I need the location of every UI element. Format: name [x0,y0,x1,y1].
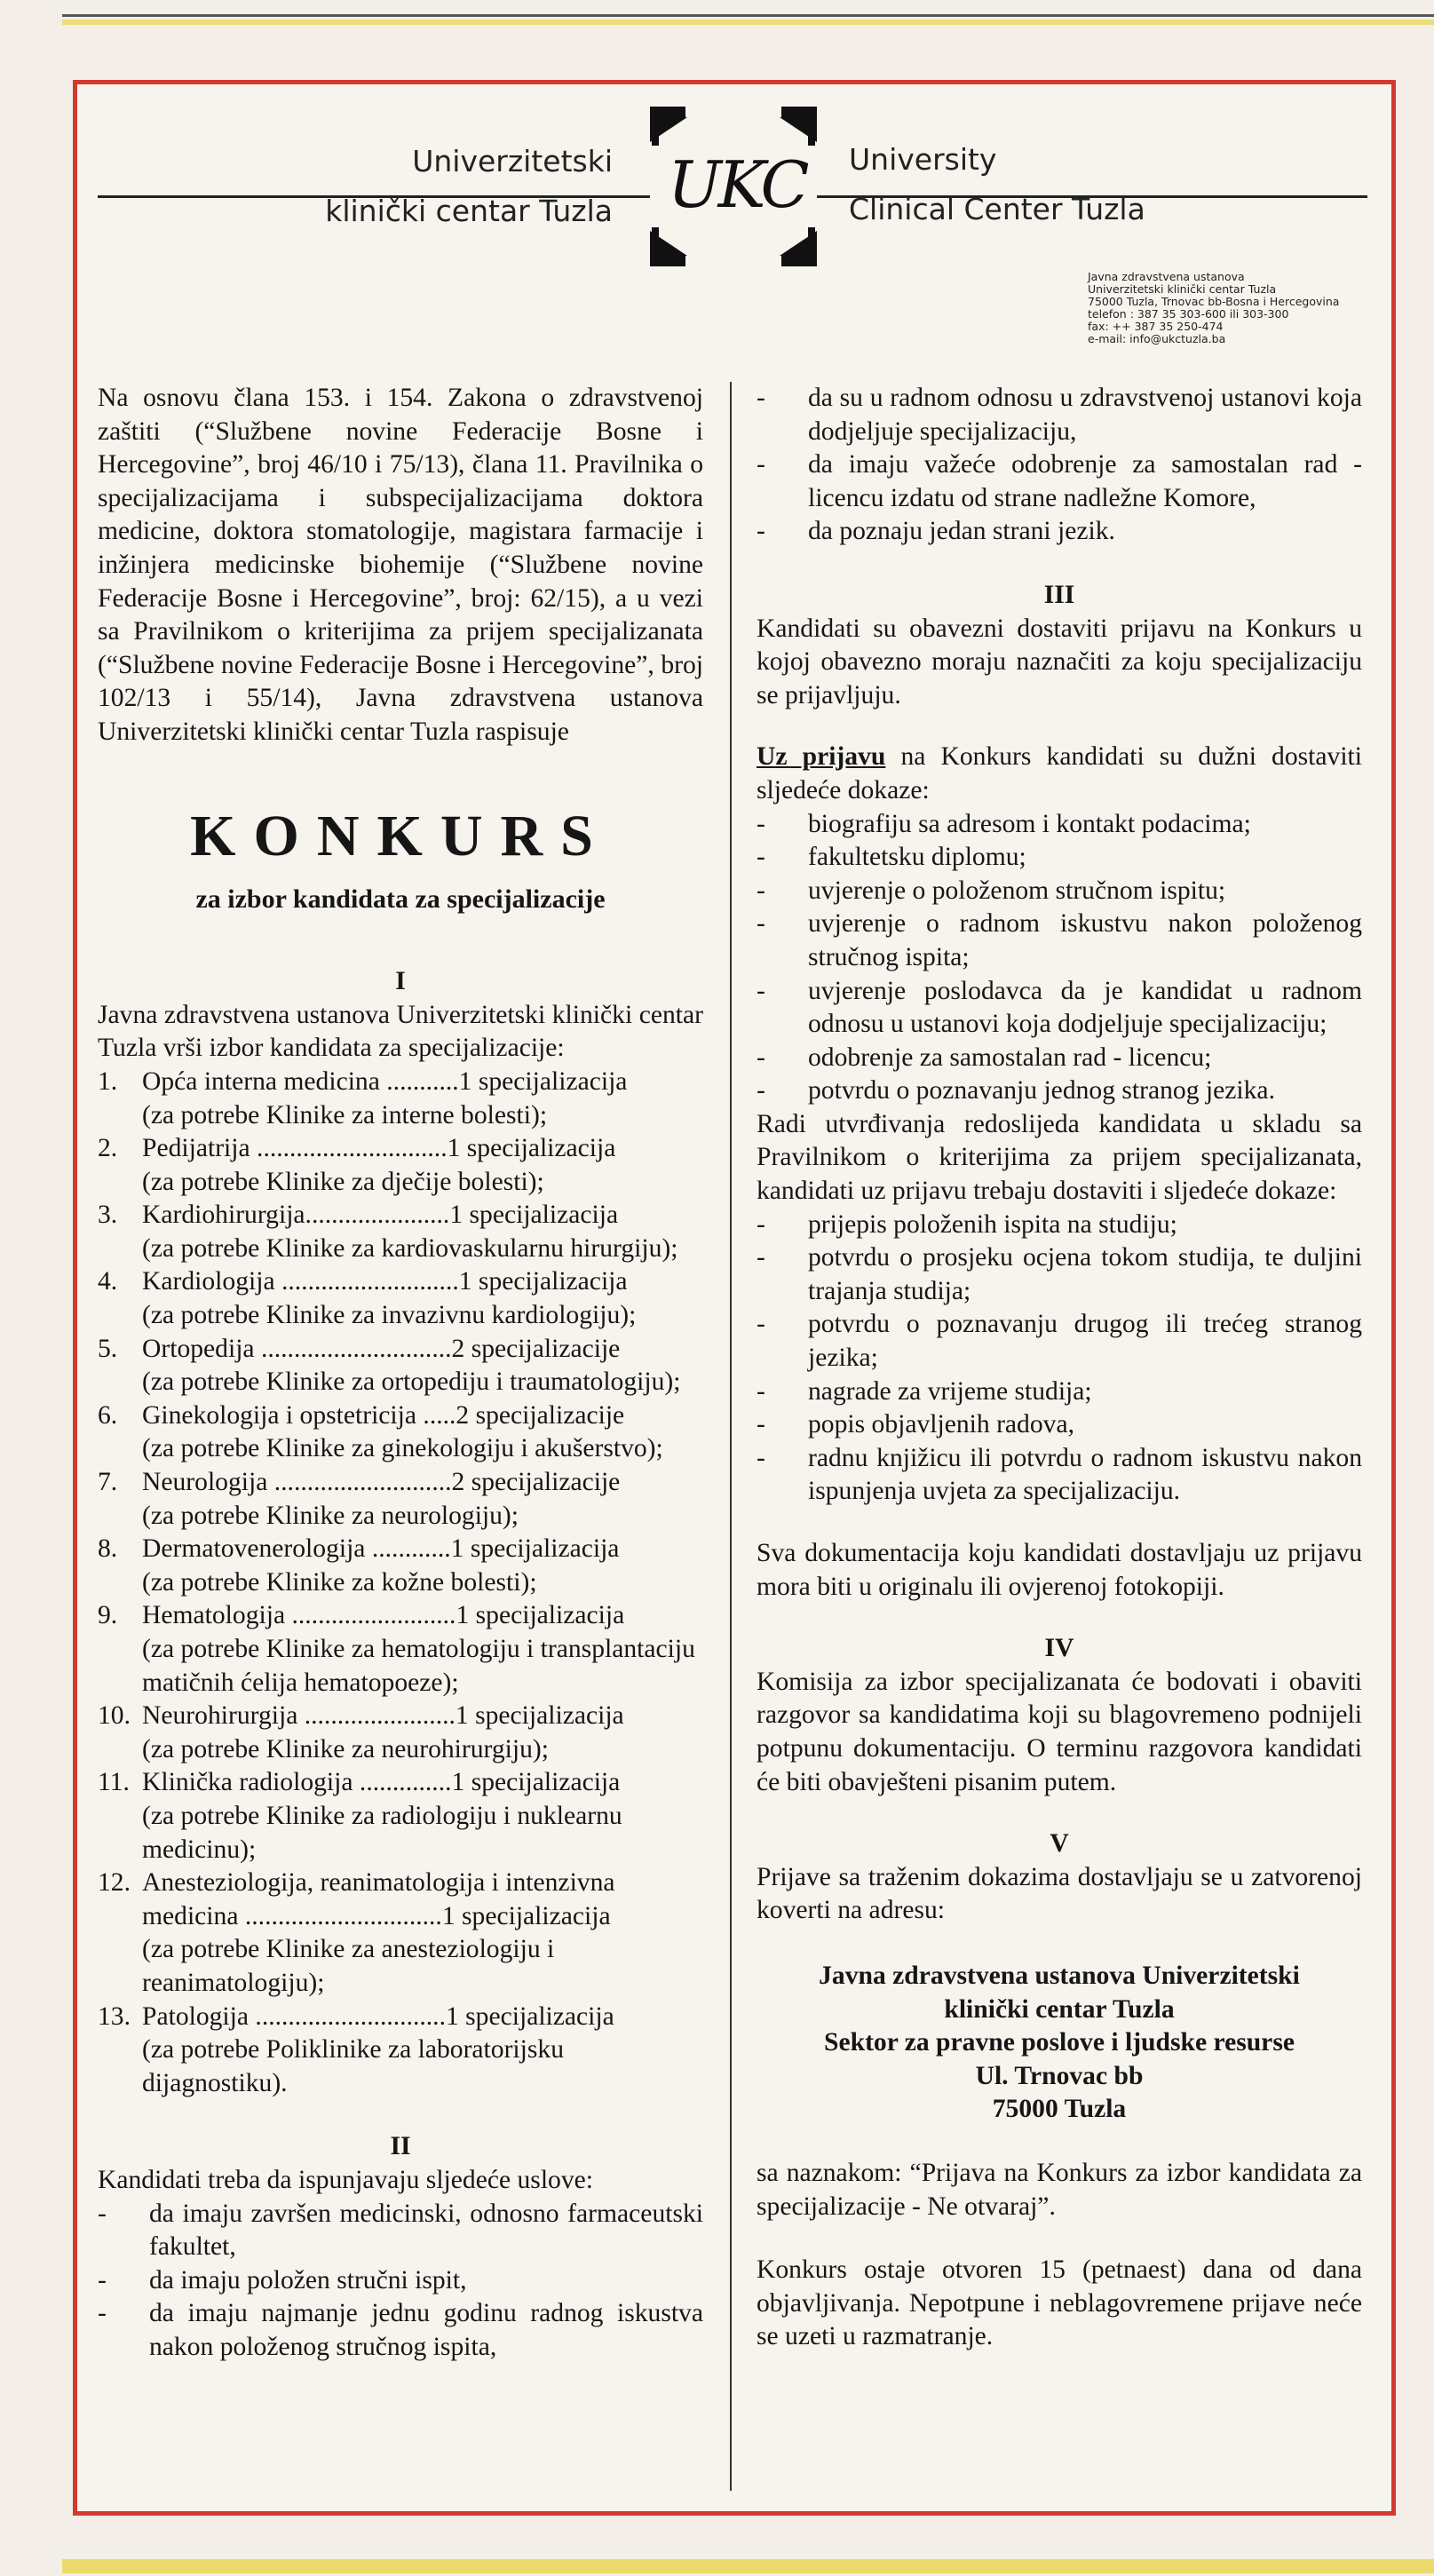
submission-address [757,1960,1362,2127]
top-color-band [62,20,1434,25]
dash-marker: - [98,2299,107,2328]
bullet-item [757,1074,1362,1108]
specialization-note: (za potrebe Klinike za radiologiju i nuklearnu medicinu); [142,1801,622,1864]
submission-address-line: klinički centar Tuzla [944,1994,1175,2024]
logo-monogram: UKC [668,147,806,222]
specialization-note: (za potrebe Klinike za ginekologiju i akušerstvo); [142,1434,663,1463]
dash-marker: - [98,2265,107,2295]
dash-marker: - [757,1076,765,1106]
specialization-count: 1 specijalizacija [451,1768,621,1797]
bullet-item [757,1408,1362,1442]
specialization-name: Neurohirurgija [142,1701,298,1731]
bullet-item [757,841,1362,875]
item-body [142,1700,703,1766]
leader-dots: .............................. [238,1901,442,1930]
bullet-text: potvrdu o prosjeku ocjena tokom studija, te duljini trajanja studija; [808,1243,1362,1305]
bottom-color-band [62,2559,1434,2573]
bullet-item [757,382,1362,448]
leader-dots: ............ [365,1534,451,1564]
bullet-item [757,1209,1362,1242]
specialization-count: 1 specijalizacija [447,1134,616,1163]
leader-dots: ............................. [250,1134,448,1163]
section-1-intro: Javna zdravstvena ustanova Univerzitetski klinički centar Tuzla vrši izbor kandidata za specijalizacije: [98,1000,703,1063]
required-documents-list [757,808,1362,1108]
item-line [142,1466,703,1500]
specialization-note: (za potrebe Klinike za kardiovaskularnu hirurgiju); [142,1233,678,1263]
uz-prijavu-label: Uz prijavu [757,742,886,772]
item-body [142,1132,703,1199]
ukc-logo [650,107,817,266]
item-number: 4. [98,1267,118,1296]
item-number: 3. [98,1201,118,1230]
specialization-list [98,1066,703,2100]
leader-dots: ...................... [305,1201,450,1230]
address-line: Javna zdravstvena ustanova [1088,270,1245,283]
specialization-name: Hematologija [142,1601,286,1630]
ranking-documents-list [757,1209,1362,1509]
leader-dots: .............. [353,1768,452,1797]
intro-paragraph: Na osnovu člana 153. i 154. Zakona o zdravstvenoj zaštiti (“Službene novine Federacije Bosne i Hercegovine”, broj 46/10 i 75/13), člana 11. Pravilnika o specijalizacijama i subspecijalizacijama doktora medicine, doktora stomatologije, magistara farmacije i inžinjera medicinske biohemije (“Službene novine Federacije Bosne i Hercegovine”, broj: 62/15), a u vezi sa Pravilnikom o kriterijima za prijem specijalizanata (“Službene novine Federacije Bosne i Hercegovine”, broj 102/13 i 55/14), Javna zdravstvena ustanova Univerzitetski klinički centar Tuzla raspisuje [98,384,703,746]
top-rule [62,14,1434,17]
header-left-line2: klinički centar Tuzla [325,194,613,228]
item-number: 12. [98,1868,131,1898]
item-line [142,1533,703,1566]
dash-marker: - [757,976,765,1005]
specialization-name: Kardiologija [142,1267,275,1296]
bullet-text: da imaju završen medicinski, odnosno farmaceutski fakultet, [149,2199,703,2262]
submission-address-line: Javna zdravstvena ustanova Univerzitetski [819,1961,1300,1990]
specialization-name: Patologija [142,2001,250,2031]
bullet-text: uvjerenje o položenom stručnom ispitu; [808,876,1226,905]
specialization-item [98,1466,703,1533]
specialization-note: (za potrebe Klinike za dječije bolesti); [142,1167,544,1196]
item-number: 8. [98,1534,118,1564]
item-line [142,1766,703,1800]
item-line [142,1199,703,1233]
specialization-name: Klinička radiologija [142,1768,353,1797]
specialization-item [98,1199,703,1265]
submission-address-line: Ul. Trnovac bb [975,2061,1144,2090]
item-number: 7. [98,1468,118,1497]
address-stamp [1088,271,1339,345]
dash-marker: - [757,809,765,838]
bullet-text: biografiju sa adresom i kontakt podacima; [808,809,1251,838]
specialization-note: (za potrebe Klinike za interne bolesti); [142,1100,548,1129]
bullet-text: popis objavljenih radova, [808,1410,1074,1439]
item-number: 6. [98,1400,118,1430]
specialization-name: Ortopedija [142,1334,255,1363]
bullet-item [757,1241,1362,1308]
item-number: 1. [98,1066,118,1096]
specialization-count: 2 specijalizacije [456,1400,625,1430]
specialization-item [98,1066,703,1132]
address-line: e-mail: info@ukctuzla.ba [1088,332,1226,345]
dash-marker: - [757,1042,765,1072]
bullet-item [757,1375,1362,1409]
original-copy-note: Sva dokumentacija koju kandidati dostavljaju uz prijavu mora biti u originalu ili ovjerenoj fotokopiji. [757,1539,1362,1601]
required-documents-intro-text: na Konkurs kandidati su dužni dostaviti sljedeće dokaze: [757,742,1362,805]
item-body [142,2001,703,2101]
bullet-text: uvjerenje poslodavca da je kandidat u radnom odnosu u ustanovi koja dodjeljuje specijalizaciju; [808,976,1362,1039]
bullet-item [757,975,1362,1042]
section-5-number: V [1050,1829,1069,1859]
submission-address-line: Sektor za pravne poslove i ljudske resurse [824,2028,1295,2057]
bullet-item [757,1042,1362,1075]
item-number: 10. [98,1701,131,1731]
specialization-count: 1 specijalizacija [456,1601,625,1630]
bullet-item [757,908,1362,974]
leader-dots: ............................. [249,2001,446,2031]
dash-marker: - [757,1410,765,1439]
leader-dots: ..... [416,1400,456,1430]
dash-marker: - [757,1243,765,1272]
bullet-item [757,448,1362,515]
right-column [757,382,1362,2354]
section-3-text: Kandidati su obavezni dostaviti prijavu na Konkurs u kojoj obavezno moraju naznačiti za koju specijalizaciju se prijavljuju. [757,614,1362,709]
item-number: 13. [98,2001,131,2031]
left-column [98,382,703,2364]
item-body [142,1199,703,1265]
bullet-item [757,875,1362,908]
address-line: Univerzitetski klinički centar Tuzla [1088,282,1277,296]
dash-marker: - [757,1310,765,1339]
dash-marker: - [757,909,765,939]
document-subtitle: za izbor kandidata za specijalizacije [195,884,606,914]
specialization-count: 1 specijalizacija [450,1534,620,1564]
item-line [142,1700,703,1733]
specialization-note: (za potrebe Klinike za anesteziologiju i reanimatologiju); [142,1935,555,1997]
specialization-name: Opća interna medicina [142,1066,380,1096]
bullet-text: nagrade za vrijeme studija; [808,1376,1092,1406]
specialization-count: 1 specijalizacija [441,1901,611,1930]
specialization-name: Neurologija [142,1468,268,1497]
specialization-note: (za potrebe Klinike za neurohirurgiju); [142,1734,549,1764]
bullet-text: da imaju važeće odobrenje za samostalan rad - licencu izdatu od strane nadležne Komore, [808,450,1362,512]
conditions-list [98,2198,703,2365]
bullet-text: prijepis položenih ispita na studiju; [808,1209,1177,1239]
specialization-name: Ginekologija i opstetricija [142,1400,417,1430]
specialization-count: 1 specijalizacija [449,1201,619,1230]
specialization-count: 1 specijalizacija [445,2001,614,2031]
specialization-note: (za potrebe Klinike za invazivnu kardiologiju); [142,1301,637,1330]
address-line: 75000 Tuzla, Trnovac bb-Bosna i Hercegovina [1088,295,1340,308]
envelope-note: sa naznakom: “Prijava na Konkurs za izbor kandidata za specijalizacije - Ne otvaraj”. [757,2158,1362,2221]
specialization-note: (za potrebe Klinike za kožne bolesti); [142,1567,537,1597]
item-line [142,1399,703,1433]
specialization-note: (za potrebe Klinike za hematologiju i transplantaciju matičnih ćelija hematopoeze); [142,1635,695,1697]
specialization-note: (za potrebe Klinike za neurologiju); [142,1501,519,1530]
specialization-item [98,1867,703,2000]
bullet-text: da imaju položen stručni ispit, [149,2265,467,2295]
item-line [142,1265,703,1299]
specialization-item [98,2001,703,2101]
bullet-text: da su u radnom odnosu u zdravstvenoj ustanovi koja dodjeljuje specijalizaciju, [808,384,1362,446]
section-2-number: II [390,2132,411,2161]
item-body [142,1766,703,1867]
leader-dots: ........................... [274,1267,459,1296]
item-line [142,1066,703,1099]
header-left-line1: Univerzitetski [412,144,613,178]
section-1-number: I [395,967,406,996]
specialization-note: (za potrebe Klinike za ortopediju i traumatologiju); [142,1367,681,1397]
specialization-name: Anesteziologija, reanimatologija i intenzivna medicina [142,1868,615,1930]
closing-note: Konkurs ostaje otvoren 15 (petnaest) dana od dana objavljivanja. Nepotpune i neblagovremene prijave neće se uzeti u razmatranje. [757,2255,1362,2351]
specialization-item [98,1333,703,1399]
bullet-text: odobrenje za samostalan rad - licencu; [808,1042,1212,1072]
address-line: telefon : 387 35 303-600 ili 303-300 [1088,307,1289,321]
conditions-list-continued [757,382,1362,549]
submission-address-line: 75000 Tuzla [992,2095,1127,2124]
dash-marker: - [98,2199,107,2228]
dash-marker: - [757,1209,765,1239]
column-divider [730,382,732,2491]
dash-marker: - [757,876,765,905]
bullet-text: da poznaju jedan strani jezik. [808,517,1115,546]
leader-dots: ........................... [267,1468,452,1497]
bullet-text: uvjerenje o radnom iskustvu nakon položenog stručnog ispita; [808,909,1362,971]
item-body [142,1333,703,1399]
dash-marker: - [757,517,765,546]
item-body [142,1399,703,1466]
ranking-documents-intro: Radi utvrđivanja redoslijeda kandidata u skladu sa Pravilnikom o kriterijima za prijem specijalizanata, kandidati uz prijavu trebaju dostaviti i sljedeće dokaze: [757,1109,1362,1206]
bullet-text: radnu knjižicu ili potvrdu o radnom iskustvu nakon ispunjenja uvjeta za specijalizaciju. [808,1443,1362,1506]
bullet-item [757,808,1362,842]
section-4-number: IV [1044,1634,1074,1663]
item-body [142,1599,703,1700]
specialization-item [98,1533,703,1599]
address-line: fax: ++ 387 35 250-474 [1088,320,1224,333]
specialization-name: Kardiohirurgija [142,1201,305,1230]
leader-dots: ........... [379,1066,459,1096]
item-number: 2. [98,1134,118,1163]
header-right-line1: University [849,142,997,177]
bullet-text: da imaju najmanje jednu godinu radnog iskustva nakon položenog stručnog ispita, [149,2299,703,2361]
item-number: 11. [98,1768,130,1797]
item-body [142,1533,703,1599]
specialization-item [98,1399,703,1466]
item-line [142,1599,703,1633]
dash-marker: - [757,450,765,480]
document-title: KONKURS [190,803,611,868]
bullet-item [98,2297,703,2364]
leader-dots: ......................... [285,1601,456,1630]
specialization-name: Pedijatrija [142,1134,250,1163]
specialization-count: 2 specijalizacije [451,1468,621,1497]
section-3-number: III [1043,580,1075,609]
section-4-text: Komisija za izbor specijalizanata će bodovati i obaviti razgovor sa kandidatima koji su blagovremeno podnijeli potpunu dokumentaciju. O terminu razgovora kandidati će biti obavješteni pisanim putem. [757,1667,1362,1796]
item-line [142,1867,703,1933]
dash-marker: - [757,1443,765,1472]
bullet-item [757,1308,1362,1375]
leader-dots: ............................. [254,1334,452,1363]
specialization-item [98,1265,703,1332]
specialization-count: 2 specijalizacije [451,1334,621,1363]
item-line [142,1132,703,1166]
dash-marker: - [757,843,765,872]
bullet-item [98,2198,703,2264]
item-line [142,1333,703,1367]
section-5-text: Prijave sa traženim dokazima dostavljaju se u zatvorenoj koverti na adresu: [757,1862,1362,1925]
item-body [142,1867,703,2000]
dash-marker: - [757,384,765,412]
specialization-item [98,1132,703,1199]
specialization-note: (za potrebe Poliklinike za laboratorijsku dijagnostiku). [142,2035,564,2097]
bullet-text: potvrdu o poznavanju drugog ili trećeg stranog jezika; [808,1310,1362,1373]
item-body [142,1466,703,1533]
bullet-text: fakultetsku diplomu; [808,843,1026,872]
item-line [142,2001,703,2034]
item-body [142,1265,703,1332]
specialization-item [98,1599,703,1700]
section-2-intro: Kandidati treba da ispunjavaju sljedeće uslove: [98,2165,593,2194]
bullet-text: potvrdu o poznavanju jednog stranog jezika. [808,1076,1275,1106]
dash-marker: - [757,1376,765,1406]
bullet-item [757,515,1362,549]
specialization-count: 1 specijalizacija [455,1701,624,1731]
item-number: 9. [98,1601,118,1630]
specialization-name: Dermatovenerologija [142,1534,366,1564]
specialization-count: 1 specijalizacija [458,1066,628,1096]
specialization-item [98,1700,703,1766]
leader-dots: ....................... [297,1701,456,1731]
specialization-item [98,1766,703,1867]
header-right-line2: Clinical Center Tuzla [849,192,1145,226]
required-documents-intro [757,741,1362,807]
specialization-count: 1 specijalizacija [458,1267,628,1296]
bullet-item [98,2264,703,2298]
item-number: 5. [98,1334,118,1363]
item-body [142,1066,703,1132]
bullet-item [757,1442,1362,1509]
